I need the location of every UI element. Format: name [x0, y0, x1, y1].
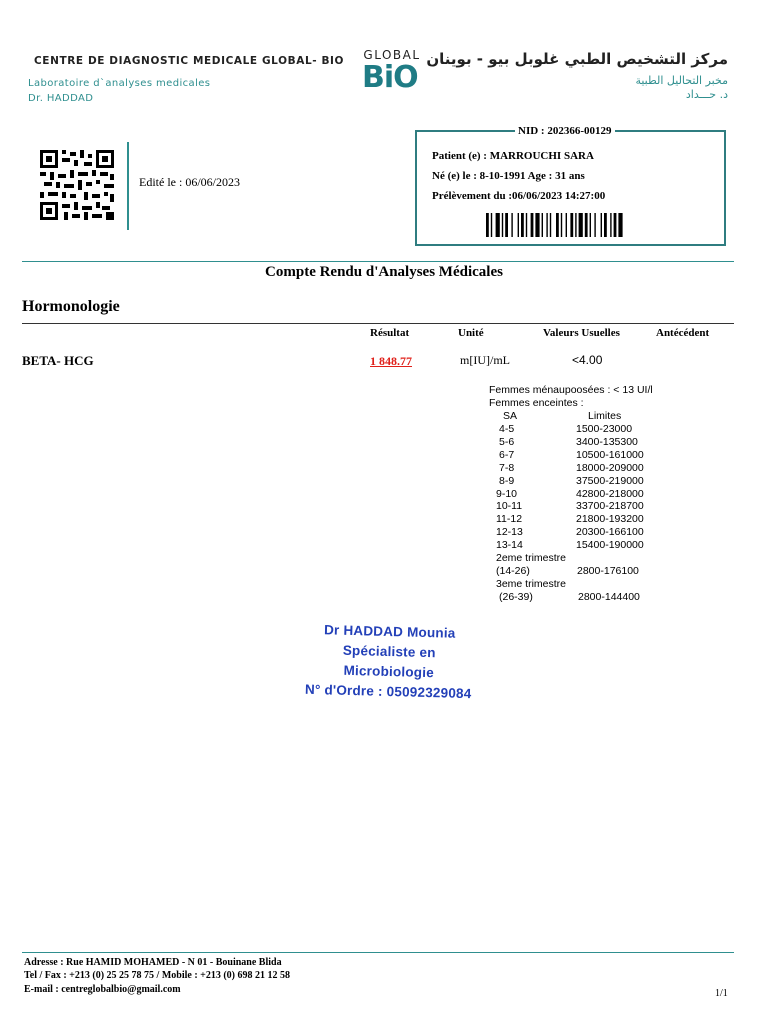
qr-code-icon — [40, 150, 114, 220]
page-number: 1/1 — [715, 988, 728, 999]
column-usual: Valeurs Usuelles — [543, 327, 620, 339]
stamp-line-specialty: Spécialiste en Microbiologie — [342, 642, 436, 681]
ref-row-limits: 20300-166100 — [576, 526, 644, 539]
ref-menopause: Femmes ménaupoosées : < 13 UI/l — [489, 384, 653, 396]
logo-bio-text: BiO — [362, 60, 418, 95]
column-result: Résultat — [370, 327, 410, 339]
ref-row-sa: 4-5 — [499, 423, 515, 435]
ref-row-limits: 15400-190000 — [576, 539, 644, 552]
ref-trim2-label: 2eme trimestre — [496, 552, 567, 564]
test-result: 1 848.77 — [370, 354, 412, 368]
column-previous: Antécédent — [656, 327, 710, 339]
ref-trim2-limits: 2800-176100 — [577, 565, 639, 577]
arabic-lab-name: مركز التشخيص الطبي غلوبل بيو - بوينان — [426, 50, 728, 68]
logo-global-text: GLOBAL — [363, 48, 421, 62]
ref-row-sa: 10-11 — [496, 500, 523, 513]
stamp-line-order: N° d'Ordre : 05092329084 — [304, 681, 472, 702]
ref-row-limits: 18000-209000 — [576, 461, 644, 474]
vertical-divider — [127, 142, 129, 230]
report-title: Compte Rendu d'Analyses Médicales — [265, 264, 503, 280]
ref-row-sa: 9-10 — [496, 487, 518, 500]
ref-trim3-range: (26-39) — [499, 591, 533, 603]
footer-email: E-mail : centreglobalbio@gmail.com — [24, 984, 181, 995]
ref-row-limits: 1500-23000 — [576, 423, 633, 435]
doctor-stamp — [295, 620, 483, 705]
arabic-lab-doctor: د. حـــداد — [685, 88, 728, 101]
ref-row-sa: 5-6 — [499, 435, 515, 448]
edited-date: Edité le : 06/06/2023 — [139, 175, 240, 189]
ref-row-limits: 21800-193200 — [576, 513, 644, 526]
ref-row-limits: 3400-135300 — [576, 435, 638, 448]
ref-trim3-limits: 2800-144400 — [578, 591, 640, 603]
arabic-lab-subtitle: مخبر التحاليل الطبية — [635, 74, 728, 87]
patient-name: Patient (e) : MARROUCHI SARA — [432, 150, 594, 162]
header-divider — [22, 261, 734, 262]
ref-row-sa: 7-8 — [499, 461, 515, 474]
global-bio-logo — [356, 48, 428, 100]
ref-trim2-range: (14-26) — [496, 565, 530, 577]
ref-limits-header: Limites — [588, 410, 622, 422]
nid-label: NID : 202366-00129 — [515, 125, 615, 137]
barcode-icon — [486, 213, 658, 237]
ref-trim3-label: 3eme trimestre — [496, 578, 567, 590]
lab-doctor: Dr. HADDAD — [28, 93, 94, 104]
section-title: Hormonologie — [22, 298, 120, 315]
ref-row-sa: 12-13 — [496, 526, 523, 539]
section-divider — [22, 323, 734, 324]
column-unit: Unité — [458, 327, 484, 339]
patient-birth: Né (e) le : 8-10-1991 Age : 31 ans — [432, 170, 585, 182]
ref-row-limits: 10500-161000 — [576, 448, 644, 461]
test-name: BETA- HCG — [22, 353, 94, 368]
ref-sa-header: SA — [503, 410, 518, 422]
ref-pregnant: Femmes enceintes : — [489, 397, 584, 409]
ref-row-limits: 37500-219000 — [576, 474, 644, 487]
ref-row-sa: 11-12 — [496, 513, 523, 526]
ref-row-sa: 6-7 — [499, 448, 515, 461]
ref-row-limits: 33700-218700 — [576, 500, 644, 513]
lab-name: CENTRE DE DIAGNOSTIC MEDICALE GLOBAL- BIO — [34, 55, 345, 67]
lab-subtitle: Laboratoire d`analyses medicales — [28, 78, 211, 89]
ref-row-limits: 42800-218000 — [576, 487, 644, 500]
sample-date: Prélèvement du :06/06/2023 14:27:00 — [432, 190, 606, 202]
footer-address: Adresse : Rue HAMID MOHAMED - N 01 - Bouinane Blida — [24, 957, 282, 968]
ref-row-sa: 8-9 — [499, 474, 515, 487]
footer-phone: Tel / Fax : +213 (0) 25 25 78 75 / Mobile : +213 (0) 698 21 12 58 — [24, 970, 291, 981]
footer-divider — [22, 952, 734, 953]
test-usual-value: <4.00 — [572, 353, 603, 367]
stamp-line-name: Dr HADDAD Mounia — [323, 622, 456, 641]
ref-row-sa: 13-14 — [496, 539, 523, 552]
test-unit: m[IU]/mL — [460, 353, 510, 367]
